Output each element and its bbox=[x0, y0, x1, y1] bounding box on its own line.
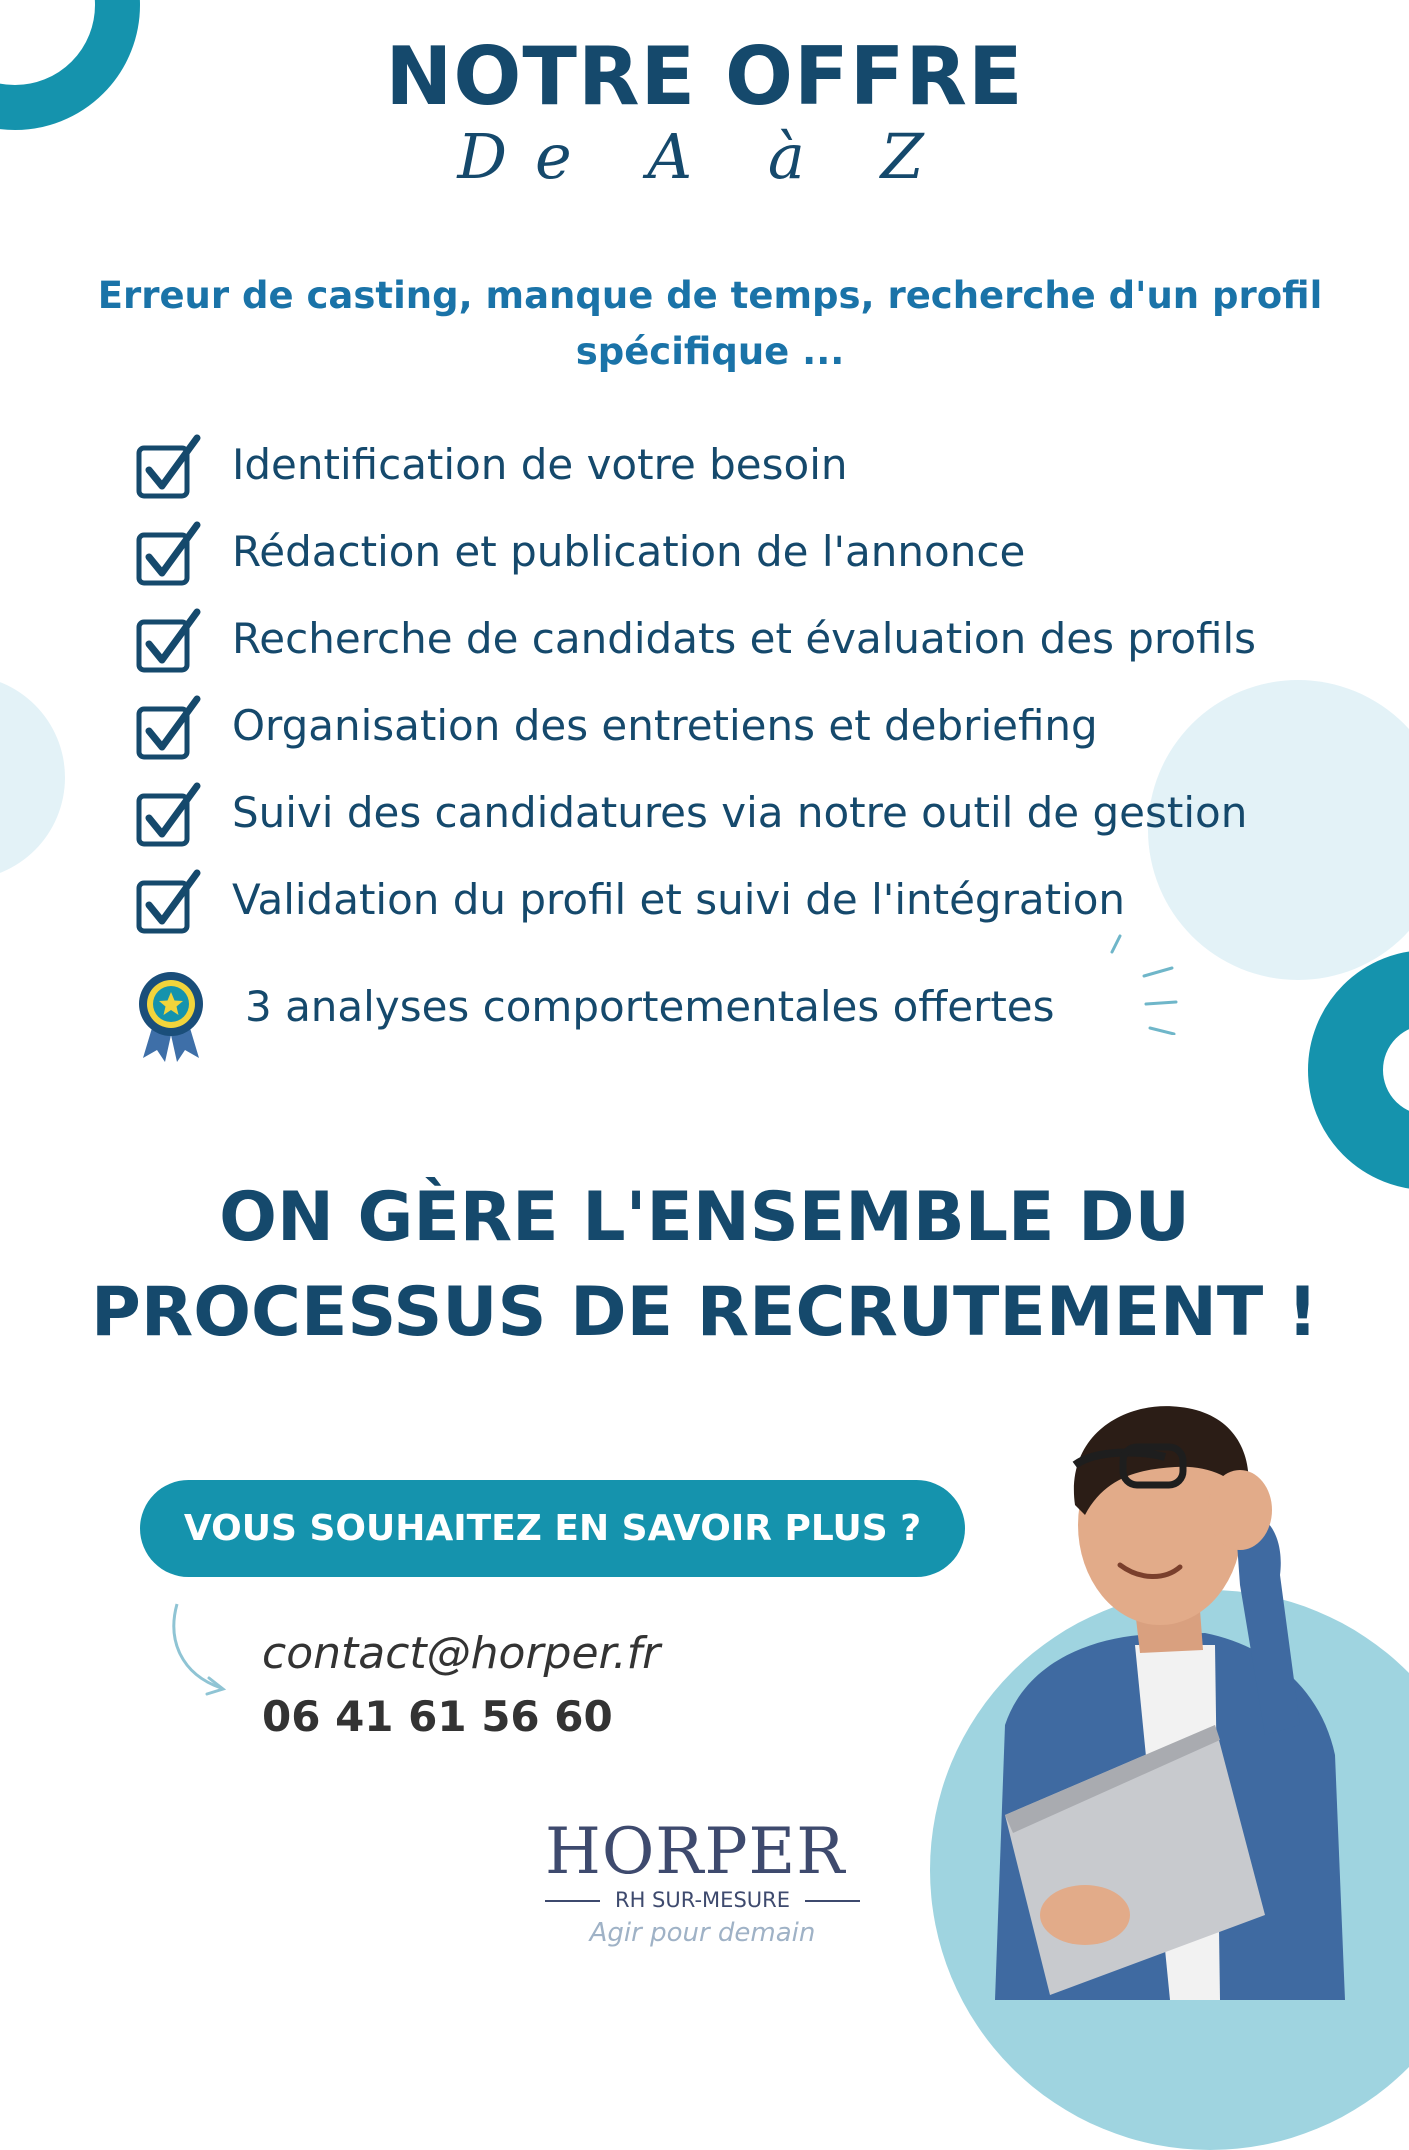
checkbox-icon bbox=[135, 608, 205, 678]
list-item-label: Rédaction et publication de l'annonce bbox=[232, 527, 1026, 576]
sparkle-icon bbox=[1110, 930, 1180, 1035]
checkbox-icon bbox=[135, 434, 205, 504]
logo-tagline: Agir pour demain bbox=[589, 1918, 816, 1948]
checkbox-icon bbox=[135, 782, 205, 852]
checkbox-icon bbox=[135, 695, 205, 765]
headline: ON GÈRE L'ENSEMBLE DU PROCESSUS DE RECRUTEMENT ! bbox=[91, 1178, 1318, 1352]
list-item-label: Recherche de candidats et évaluation des profils bbox=[232, 614, 1257, 663]
list-item-label: Organisation des entretiens et debriefing bbox=[232, 701, 1098, 750]
list-item bbox=[135, 875, 1335, 935]
list-item-label: Identification de votre besoin bbox=[232, 440, 848, 489]
award-badge-icon bbox=[135, 970, 207, 1062]
checkbox-icon bbox=[135, 869, 205, 939]
intro-text: Erreur de casting, manque de temps, recherche d'un profil spécifique ... bbox=[97, 274, 1323, 373]
curved-arrow-icon bbox=[165, 1600, 235, 1700]
contact-email[interactable]: contact@horper.fr bbox=[262, 1628, 661, 1679]
logo-rule-right bbox=[805, 1900, 860, 1902]
logo-subtitle: RH SUR-MESURE bbox=[614, 1888, 791, 1912]
list-item bbox=[135, 440, 1335, 500]
page-subtitle: De A à Z bbox=[457, 120, 952, 193]
more-info-button[interactable]: VOUS SOUHAITEZ EN SAVOIR PLUS ? bbox=[140, 1480, 965, 1577]
bonus-label: 3 analyses comportementales offertes bbox=[245, 982, 1055, 1031]
page-title: NOTRE OFFRE bbox=[385, 30, 1024, 123]
list-item bbox=[135, 527, 1335, 587]
person-with-laptop-image bbox=[935, 1395, 1355, 2000]
list-item bbox=[135, 701, 1335, 761]
decorative-ring-right bbox=[1308, 950, 1409, 1190]
contact-phone[interactable]: 06 41 61 56 60 bbox=[262, 1692, 613, 1741]
list-item bbox=[135, 614, 1335, 674]
decorative-circle-left bbox=[0, 675, 65, 880]
list-item-label: Suivi des candidatures via notre outil de gestion bbox=[232, 788, 1248, 837]
logo-name: HORPER bbox=[545, 1815, 846, 1889]
list-item bbox=[135, 788, 1335, 848]
list-item-label: Validation du profil et suivi de l'intégration bbox=[232, 875, 1126, 924]
checkbox-icon bbox=[135, 521, 205, 591]
